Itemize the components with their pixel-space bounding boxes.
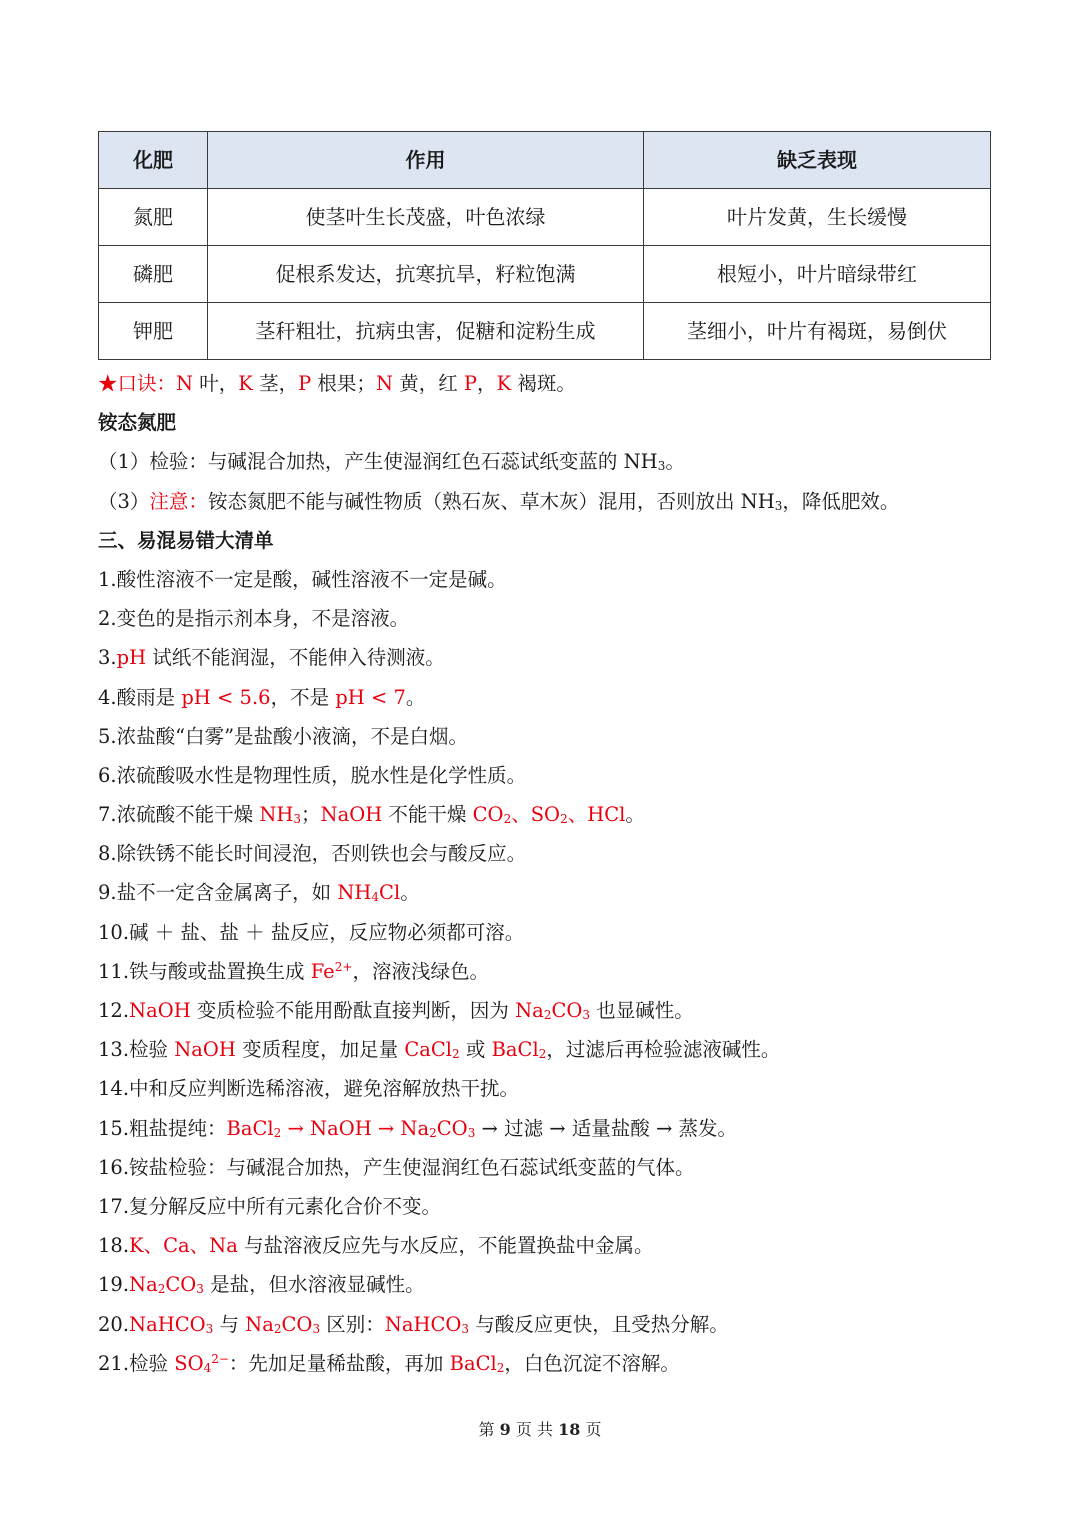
subscript: 3 bbox=[657, 459, 666, 474]
list-item: 5.浓盐酸“白雾”是盐酸小液滴，不是白烟。 bbox=[98, 724, 469, 748]
formula: BaCl bbox=[491, 1038, 539, 1062]
list-item bbox=[98, 1226, 998, 1265]
table-row bbox=[99, 303, 991, 360]
list-item bbox=[98, 1030, 998, 1069]
page-footer bbox=[0, 1417, 1080, 1440]
item-text: （1）检验：与碱混合加热，产生使湿润红色石蕊试纸变蓝的 NH bbox=[98, 450, 658, 474]
item-text: 试纸不能润湿，不能伸入待测液。 bbox=[146, 646, 445, 670]
element-n: N bbox=[176, 372, 194, 395]
item-text: 13.检验 bbox=[98, 1038, 175, 1062]
item-text: 与 bbox=[213, 1312, 246, 1336]
formula: SO bbox=[174, 1351, 204, 1375]
item-text: ，过滤后再检验滤液碱性。 bbox=[546, 1038, 781, 1062]
subscript: 2 bbox=[273, 1125, 282, 1140]
item-text: → 过滤 → 适量盐酸 → 蒸发。 bbox=[475, 1116, 738, 1140]
mnemonic-label: ★口诀： bbox=[98, 372, 177, 395]
highlight bbox=[129, 1273, 204, 1296]
item-text: 11.铁与酸或盐置换生成 bbox=[98, 959, 311, 983]
item-text: 4.酸雨是 bbox=[98, 685, 182, 709]
item-text: ，不是 bbox=[270, 685, 336, 709]
highlight: NaOH bbox=[174, 1038, 236, 1062]
footer-text: 页 共 bbox=[515, 1420, 553, 1439]
formula: BaCl bbox=[226, 1116, 274, 1140]
subscript: 4 bbox=[371, 890, 380, 905]
item-text: 。 bbox=[665, 450, 685, 474]
item-text: 9.盐不一定含金属离子，如 bbox=[98, 881, 338, 905]
formula: CO bbox=[436, 1116, 468, 1140]
item-number: 12. bbox=[98, 999, 130, 1022]
item-text: ，降低肥效。 bbox=[782, 489, 900, 513]
item-text: ，溶液浅绿色。 bbox=[352, 959, 489, 983]
element-k: K bbox=[238, 372, 253, 395]
header-function: 作用 bbox=[208, 132, 644, 189]
list-item: 14.中和反应判断选稀溶液，避免溶解放热干扰。 bbox=[98, 1077, 520, 1101]
item-text: 21.检验 bbox=[98, 1351, 175, 1375]
highlight: NaOH bbox=[320, 803, 383, 827]
list-item: 2.变色的是指示剂本身，不是溶液。 bbox=[98, 607, 410, 631]
subscript: 2 bbox=[273, 1321, 282, 1336]
footer-text: 第 bbox=[478, 1420, 495, 1439]
highlight: K、Ca、Na bbox=[129, 1234, 238, 1258]
highlight: pH < 7 bbox=[335, 685, 406, 709]
fertilizer-table bbox=[98, 131, 991, 360]
mnemonic-line bbox=[98, 364, 998, 403]
subscript: 2 bbox=[503, 812, 512, 827]
mnemonic-text: 茎， bbox=[259, 372, 299, 395]
highlight bbox=[129, 1313, 213, 1336]
element-n: N bbox=[375, 372, 393, 395]
item-number: 18. bbox=[98, 1234, 130, 1258]
highlight bbox=[404, 1038, 459, 1061]
formula: BaCl bbox=[449, 1351, 497, 1375]
highlight bbox=[450, 1352, 505, 1375]
subscript: 2 bbox=[560, 812, 568, 827]
table-header-row bbox=[99, 132, 991, 189]
item-number: （3） bbox=[98, 489, 150, 513]
page-number: 9 bbox=[499, 1420, 511, 1439]
highlight bbox=[337, 881, 400, 904]
content-body bbox=[98, 364, 998, 1383]
mnemonic-text: 叶， bbox=[199, 372, 239, 395]
item-text: ； bbox=[301, 803, 321, 827]
list-item: 17.复分解反应中所有元素化合价不变。 bbox=[98, 1194, 442, 1218]
item-number: 19. bbox=[98, 1273, 130, 1297]
item-text: ，白色沉淀不溶解。 bbox=[504, 1351, 680, 1375]
item-text: 铵态氮肥不能与碱性物质（熟石灰、草木灰）混用，否则放出 NH bbox=[207, 489, 775, 513]
element-p: P bbox=[463, 372, 478, 395]
ammonium-heading: 铵态氮肥 bbox=[98, 411, 177, 435]
list-item bbox=[98, 873, 998, 912]
item-text: 也显碱性。 bbox=[590, 999, 694, 1022]
highlight: pH bbox=[116, 646, 147, 670]
subscript: 3 bbox=[293, 812, 302, 827]
mnemonic-text: 黄，红 bbox=[399, 372, 458, 395]
highlight bbox=[227, 1117, 476, 1140]
list-item: 1.酸性溶液不一定是酸，碱性溶液不一定是碱。 bbox=[98, 567, 507, 591]
subscript: 3 bbox=[205, 1321, 214, 1336]
formula: NH bbox=[259, 803, 294, 827]
formula: Na bbox=[515, 999, 544, 1022]
table-cell: 磷肥 bbox=[99, 246, 208, 303]
ammonium-item-1 bbox=[98, 442, 998, 481]
item-text: 与盐溶液反应先与水反应，不能置换盐中金属。 bbox=[237, 1234, 654, 1258]
superscript: 2+ bbox=[334, 959, 353, 974]
header-deficiency: 缺乏表现 bbox=[644, 132, 991, 189]
item-text: 与酸反应更快，且受热分解。 bbox=[469, 1312, 729, 1336]
item-text: 变质程度，加足量 bbox=[235, 1038, 405, 1062]
subscript: 3 bbox=[312, 1321, 321, 1336]
item-text: 变质检验不能用酚酞直接判断，因为 bbox=[190, 999, 516, 1022]
mnemonic-text: 褐斑。 bbox=[517, 372, 576, 395]
formula: Na bbox=[245, 1312, 274, 1336]
element-k: K bbox=[496, 372, 512, 395]
subscript: 2 bbox=[538, 1047, 547, 1062]
item-text: 7.浓硫酸不能干燥 bbox=[98, 803, 260, 827]
list-item: 10.碱 ＋ 盐、盐 ＋ 盐反应，反应物必须都可溶。 bbox=[98, 920, 525, 944]
table-cell: 茎细小，叶片有褐斑，易倒伏 bbox=[644, 303, 991, 360]
list-item bbox=[98, 1305, 998, 1344]
item-text: 。 bbox=[625, 803, 645, 827]
formula: NH bbox=[337, 881, 372, 905]
highlight bbox=[515, 999, 590, 1022]
list-item bbox=[98, 1344, 998, 1383]
table-cell: 叶片发黄，生长缓慢 bbox=[644, 189, 991, 246]
list-item: 6.浓硫酸吸水性是物理性质，脱水性是化学性质。 bbox=[98, 763, 527, 787]
highlight bbox=[473, 803, 626, 826]
item-number: 3. bbox=[98, 646, 117, 670]
item-text: ：先加足量稀盐酸，再加 bbox=[228, 1351, 450, 1375]
highlight bbox=[311, 960, 353, 983]
item-text: 或 bbox=[459, 1038, 492, 1062]
highlight: pH < 5.6 bbox=[181, 685, 271, 709]
table-cell: 使茎叶生长茂盛，叶色浓绿 bbox=[208, 189, 644, 246]
formula: CO bbox=[472, 803, 504, 827]
list-item: 8.除铁锈不能长时间浸泡，否则铁也会与酸反应。 bbox=[98, 842, 527, 866]
list-item bbox=[98, 678, 998, 717]
list-item: 16.铵盐检验：与碱混合加热，产生使湿润红色石蕊试纸变蓝的气体。 bbox=[98, 1155, 695, 1179]
formula: 、HCl bbox=[567, 803, 626, 827]
list-item bbox=[98, 1265, 998, 1304]
table-cell: 钾肥 bbox=[99, 303, 208, 360]
highlight: NaOH bbox=[129, 999, 191, 1022]
mnemonic-text: 根果； bbox=[317, 372, 376, 395]
formula: Na bbox=[129, 1273, 158, 1297]
item-text: 。 bbox=[400, 881, 420, 905]
formula: Fe bbox=[310, 959, 335, 983]
highlight bbox=[492, 1038, 547, 1061]
item-number: 20. bbox=[98, 1312, 130, 1336]
formula: Cl bbox=[379, 881, 401, 905]
ammonium-item-3 bbox=[98, 482, 998, 521]
subscript: 2 bbox=[543, 1008, 552, 1022]
item-text: 是盐，但水溶液显碱性。 bbox=[203, 1273, 425, 1297]
list-item bbox=[98, 638, 998, 677]
subscript: 2 bbox=[496, 1360, 505, 1375]
formula: NaHCO bbox=[384, 1312, 462, 1336]
formula: CO bbox=[551, 999, 583, 1022]
subscript: 2 bbox=[429, 1125, 437, 1140]
item-text: 15.粗盐提纯： bbox=[98, 1116, 227, 1140]
footer-text: 页 bbox=[585, 1420, 602, 1439]
formula: CaCl bbox=[404, 1038, 453, 1062]
highlight bbox=[385, 1313, 469, 1336]
item-text: 。 bbox=[405, 685, 426, 709]
table-row bbox=[99, 246, 991, 303]
table-cell: 氮肥 bbox=[99, 189, 208, 246]
list-item bbox=[98, 991, 998, 1030]
formula: 、SO bbox=[511, 803, 561, 827]
note-label: 注意： bbox=[149, 489, 208, 513]
formula: NaHCO bbox=[129, 1312, 206, 1336]
formula: CO bbox=[281, 1312, 313, 1336]
subscript: 3 bbox=[774, 498, 783, 513]
subscript: 3 bbox=[461, 1321, 470, 1336]
subscript: 2 bbox=[157, 1282, 166, 1297]
formula: CO bbox=[165, 1273, 197, 1297]
list-item bbox=[98, 1109, 998, 1148]
subscript: 3 bbox=[467, 1125, 476, 1140]
mnemonic-text: ， bbox=[477, 372, 497, 395]
highlight bbox=[259, 803, 301, 826]
table-row bbox=[99, 189, 991, 246]
list-item bbox=[98, 795, 998, 834]
subscript: 3 bbox=[196, 1282, 204, 1297]
subscript: 2 bbox=[452, 1047, 460, 1062]
table-cell: 促根系发达，抗寒抗旱，籽粒饱满 bbox=[208, 246, 644, 303]
subscript: 4 bbox=[203, 1360, 212, 1375]
element-p: P bbox=[298, 372, 312, 395]
section-heading: 三、易混易错大清单 bbox=[98, 528, 274, 552]
item-text: 区别： bbox=[320, 1312, 385, 1336]
table-cell: 根短小，叶片暗绿带红 bbox=[644, 246, 991, 303]
total-pages: 18 bbox=[558, 1420, 581, 1439]
formula: → NaOH → Na bbox=[281, 1116, 430, 1140]
subscript: 3 bbox=[582, 1008, 591, 1022]
header-fertilizer: 化肥 bbox=[99, 132, 208, 189]
list-item bbox=[98, 952, 998, 991]
highlight bbox=[245, 1313, 320, 1336]
superscript: 2− bbox=[211, 1351, 229, 1366]
highlight bbox=[174, 1352, 229, 1375]
table-cell: 茎秆粗壮，抗病虫害，促糖和淀粉生成 bbox=[208, 303, 644, 360]
item-text: 不能干燥 bbox=[382, 803, 473, 827]
